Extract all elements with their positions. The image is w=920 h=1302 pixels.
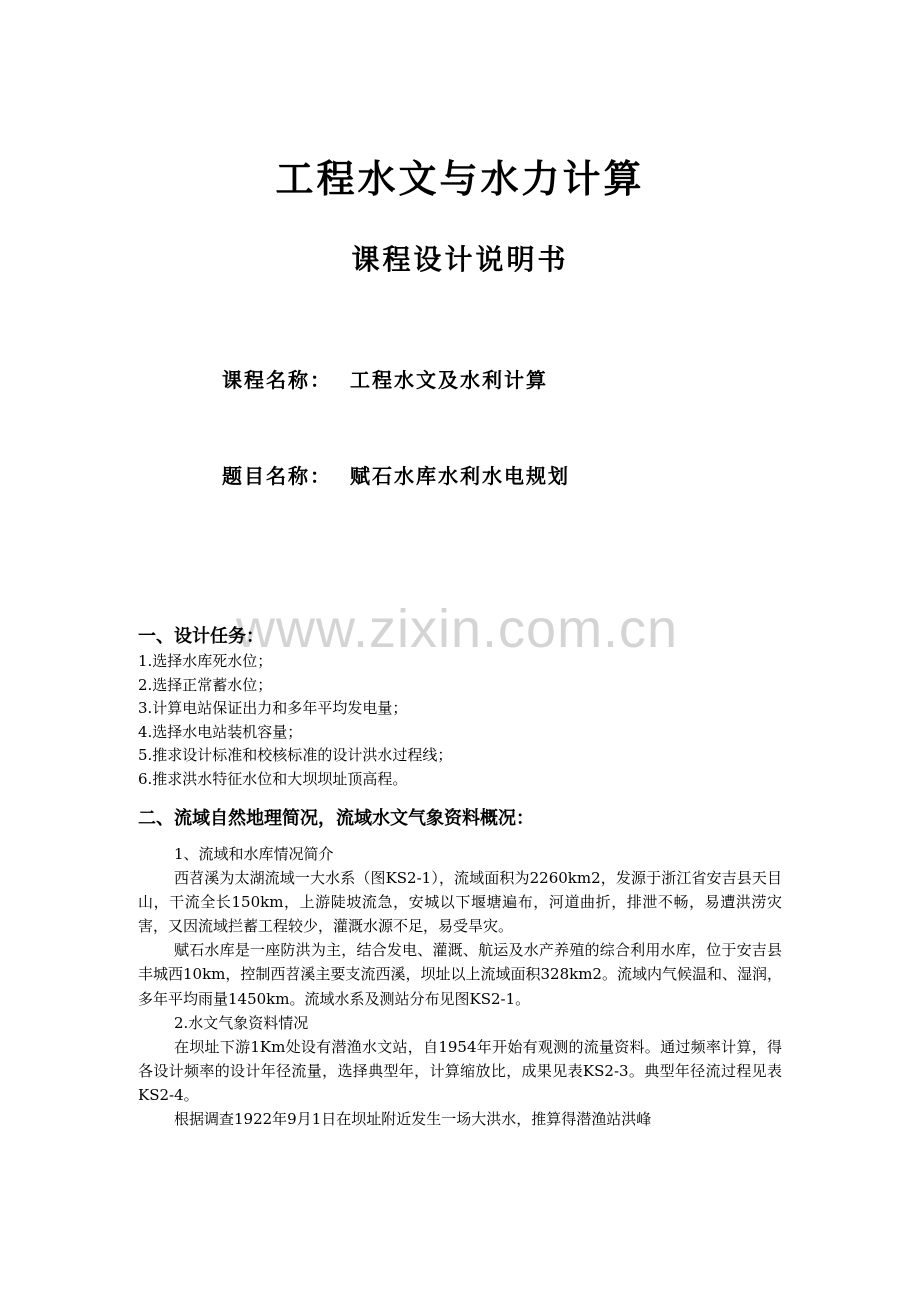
paragraph: 根据调查1922年9月1日在坝址附近发生一场大洪水，推算得潜渔站洪峰: [174, 1110, 652, 1129]
list-item: 6.推求洪水特征水位和大坝坝址顶高程。: [138, 769, 408, 788]
section-heading-design-tasks: 一、设计任务：: [138, 626, 264, 647]
paragraph: 西苕溪为太湖流域一大水系（图KS2-1），流域面积为2260km2，发源于浙江省安吉县天目山，干流全长150km，上游陡坡流急，安城以下堰塘遍布，河道曲折，排泄不畅，易遭洪涝灾害，又因流域拦蓄工程较少，灌溉水源不足，易受旱灾。: [138, 869, 782, 936]
document-title: 工程水文与水力计算: [275, 157, 645, 201]
subheading-hydro-data: 2.水文气象资料情况: [174, 1013, 309, 1032]
topic-name-value: 赋石水库水利水电规划: [350, 464, 570, 488]
course-name-value: 工程水文及水利计算: [350, 368, 548, 392]
topic-name-row: [222, 460, 570, 489]
subheading-basin-reservoir: 1、流域和水库情况简介: [174, 845, 334, 863]
course-name-label: 课程名称：: [222, 368, 332, 392]
design-task-list: [138, 650, 452, 791]
course-name-row: [222, 364, 548, 393]
list-item: 1.选择水库死水位；: [138, 652, 273, 670]
list-item: 2.选择正常蓄水位；: [138, 675, 273, 694]
list-item: 3.计算电站保证出力和多年平均发电量；: [138, 699, 408, 717]
paragraph: 赋石水库是一座防洪为主，结合发电、灌溉、航运及水产养殖的综合利用水库，位于安吉县丰城西10km，控制西苕溪主要支流西溪，坝址以上流域面积328km2。流域内气候温和、湿润，多年平均雨量1450km。流域水系及测站分布见图KS2-1。: [138, 941, 782, 1008]
list-item: 4.选择水电站装机容量；: [138, 722, 303, 741]
section-body: [138, 842, 782, 1131]
list-item: 5.推求设计标准和校核标准的设计洪水过程线；: [138, 746, 453, 764]
watermark: www.zixin.com.cn: [236, 599, 679, 659]
paragraph: 在坝址下游1Km处设有潜渔水文站，自1954年开始有观测的流量资料。通过频率计算，得各设计频率的设计年径流量，选择典型年，计算缩放比，成果见表KS2-3。典型年径流过程见表KS2-4。: [138, 1037, 782, 1104]
section-heading-basin-overview: 二、流域自然地理简况，流域水文气象资料概况：: [138, 808, 534, 829]
topic-name-label: 题目名称：: [222, 464, 332, 488]
document-subtitle: 课程设计说明书: [351, 243, 569, 276]
